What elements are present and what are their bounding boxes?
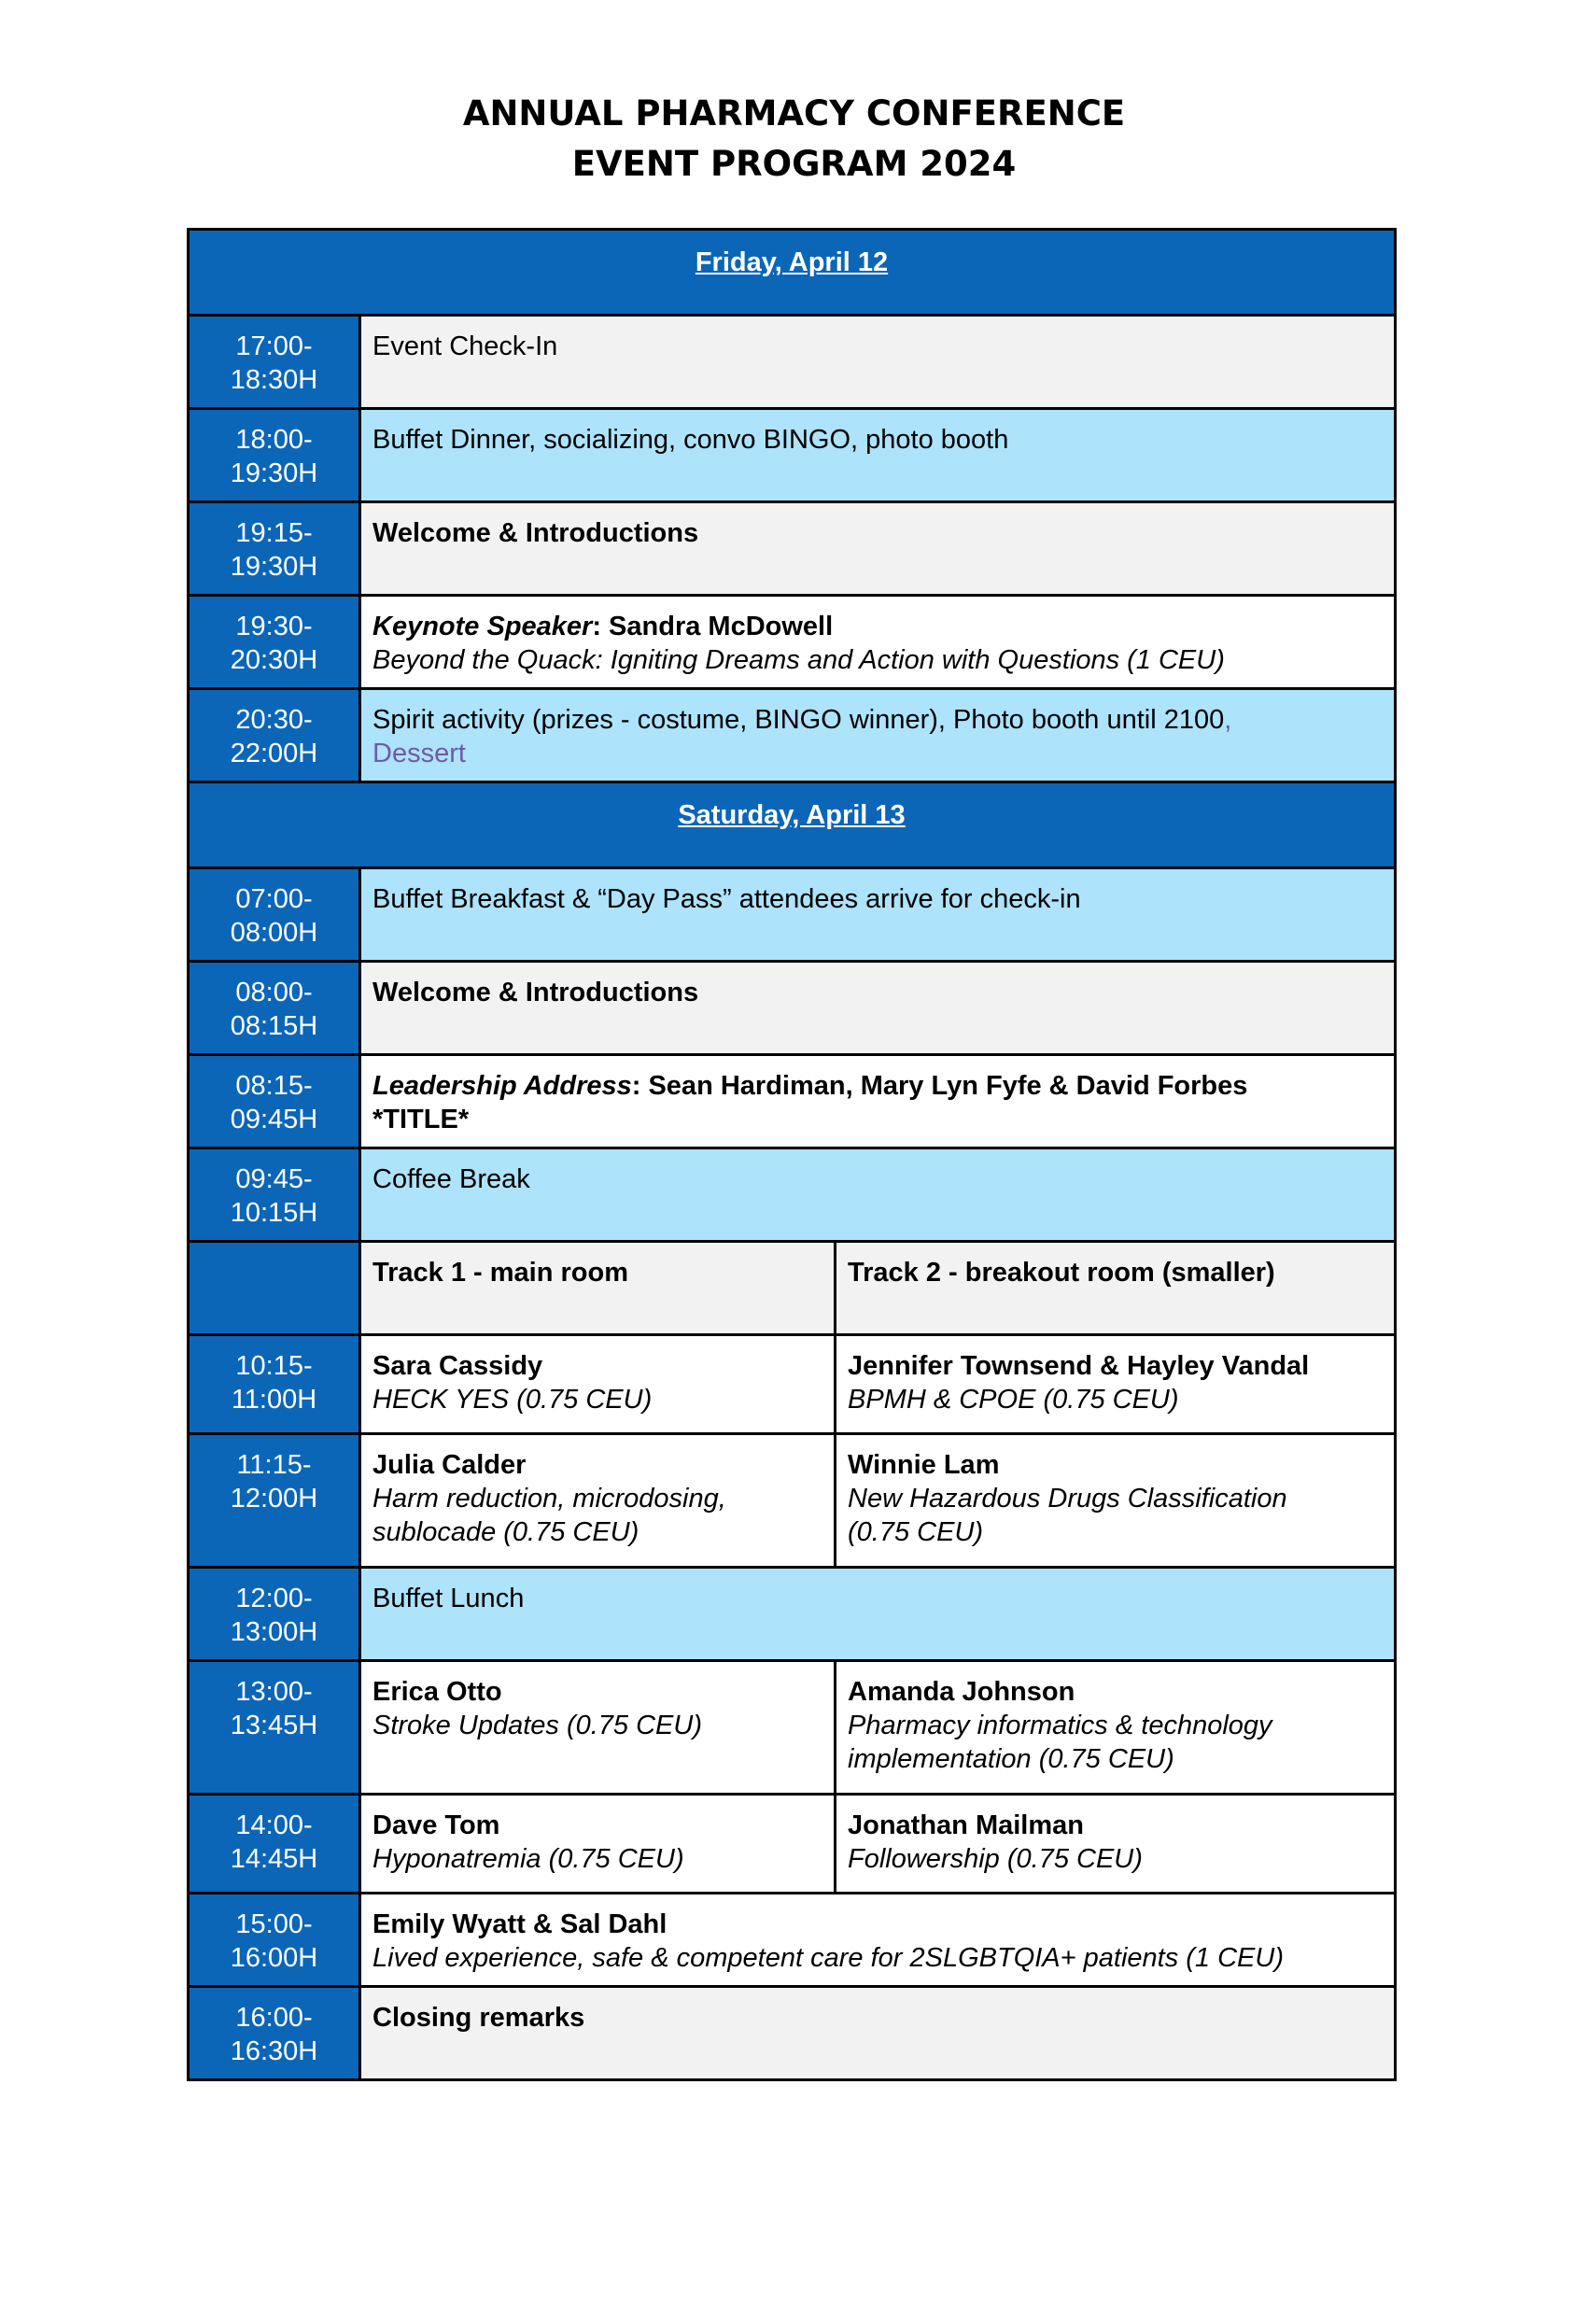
time-end: 18:30H (230, 365, 318, 395)
time-start: 19:30- (235, 612, 313, 641)
track-1-session (360, 1661, 836, 1795)
dessert-text: Dessert (372, 739, 466, 768)
time-cell (189, 1568, 360, 1661)
talk-title: Hyponatremia (0.75 CEU) (372, 1844, 684, 1874)
speaker-name: Julia Calder (372, 1450, 527, 1480)
time-end: 19:30H (230, 552, 318, 582)
time-end: 22:00H (230, 739, 318, 768)
talk-title: BPMH & CPOE (0.75 CEU) (848, 1385, 1179, 1415)
event-text: Spirit activity (prizes - costume, BINGO winner), Photo booth until 2100 (372, 705, 1225, 735)
time-cell (189, 1894, 360, 1987)
event-comma: , (1224, 705, 1232, 735)
table-row (189, 1335, 1396, 1434)
time-start: 11:15- (236, 1450, 312, 1480)
speaker-name: Jonathan Mailman (848, 1810, 1084, 1840)
time-start: 16:00- (235, 2003, 313, 2033)
table-row (189, 316, 1396, 409)
time-start: 08:00- (235, 978, 313, 1007)
speaker-name: Winnie Lam (848, 1450, 1000, 1480)
track-1-label: Track 1 - main room (372, 1258, 628, 1288)
time-start: 19:15- (235, 518, 313, 548)
time-end: 10:15H (230, 1198, 318, 1228)
speaker-name: Sara Cassidy (372, 1351, 543, 1381)
time-cell (189, 962, 360, 1055)
talk-title-line-1: Harm reduction, microdosing, (372, 1484, 726, 1514)
talk-title: Lived experience, safe & competent care for 2SLGBTQIA+ patients (1 CEU) (372, 1943, 1285, 1973)
track-1-session (360, 1795, 836, 1894)
time-start: 12:00- (235, 1584, 313, 1613)
table-row (189, 689, 1396, 782)
event-text: Buffet Breakfast & “Day Pass” attendees arrive for check-in (372, 884, 1081, 914)
event-cell (360, 1148, 1396, 1242)
time-cell-empty (189, 1242, 360, 1335)
time-end: 11:00H (231, 1385, 317, 1415)
time-end: 19:30H (230, 458, 318, 488)
talk-title: Followership (0.75 CEU) (848, 1844, 1143, 1874)
talk-title-line-2: (0.75 CEU) (848, 1517, 984, 1547)
time-end: 20:30H (230, 645, 318, 675)
event-text: Closing remarks (372, 2003, 585, 2033)
event-text: Event Check-In (372, 331, 558, 361)
time-cell (189, 316, 360, 409)
table-row (189, 409, 1396, 502)
day-header-row (189, 782, 1396, 868)
track-2-label: Track 2 - breakout room (smaller) (848, 1258, 1275, 1288)
time-cell (189, 409, 360, 502)
talk-title-line-1: New Hazardous Drugs Classification (848, 1484, 1287, 1514)
time-end: 08:00H (230, 918, 318, 948)
table-row (189, 1434, 1396, 1568)
speaker-role: Leadership Address (372, 1071, 632, 1101)
talk-title: Stroke Updates (0.75 CEU) (372, 1711, 702, 1740)
time-start: 13:00- (235, 1677, 313, 1707)
talk-title: HECK YES (0.75 CEU) (372, 1385, 653, 1415)
time-start: 09:45- (235, 1164, 313, 1194)
event-text: Welcome & Introductions (372, 978, 699, 1007)
speaker-name: : Sandra McDowell (592, 612, 834, 641)
table-row (189, 1055, 1396, 1148)
table-row (189, 868, 1396, 962)
track-1-session (360, 1434, 836, 1568)
time-end: 13:45H (230, 1711, 318, 1740)
time-start: 20:30- (235, 705, 313, 735)
table-row (189, 1661, 1396, 1795)
time-start: 17:00- (235, 331, 313, 361)
event-text: Coffee Break (372, 1164, 530, 1194)
time-cell (189, 502, 360, 596)
speaker-name: Amanda Johnson (848, 1677, 1075, 1707)
time-start: 08:15- (235, 1071, 313, 1101)
time-cell (189, 596, 360, 689)
speaker-name: Dave Tom (372, 1810, 500, 1840)
table-row (189, 1568, 1396, 1661)
event-cell (360, 962, 1396, 1055)
time-start: 14:00- (235, 1810, 313, 1840)
event-cell (360, 316, 1396, 409)
program-table (187, 228, 1397, 2081)
time-start: 10:15- (235, 1351, 313, 1381)
time-start: 07:00- (235, 884, 313, 914)
track-2-session (836, 1434, 1396, 1568)
track-2-header (836, 1242, 1396, 1335)
event-text: Buffet Dinner, socializing, convo BINGO, photo booth (372, 425, 1009, 455)
event-text: Buffet Lunch (372, 1584, 525, 1613)
title-line-1: ANNUAL PHARMACY CONFERENCE (462, 93, 1126, 134)
day-header-row (189, 230, 1396, 316)
table-row (189, 1894, 1396, 1987)
time-cell (189, 868, 360, 962)
talk-title: Beyond the Quack: Igniting Dreams and Action with Questions (1 CEU) (372, 645, 1225, 675)
talk-title-line-1: Pharmacy informatics & technology (848, 1711, 1272, 1740)
time-start: 18:00- (235, 425, 313, 455)
speaker-name: : Sean Hardiman, Mary Lyn Fyfe & David Forbes (631, 1071, 1248, 1101)
time-cell (189, 1795, 360, 1894)
speaker-name: Emily Wyatt & Sal Dahl (372, 1909, 668, 1939)
time-cell (189, 1148, 360, 1242)
day-label: Friday, April 12 (695, 247, 889, 277)
event-cell (360, 596, 1396, 689)
event-cell (360, 868, 1396, 962)
time-cell (189, 1055, 360, 1148)
event-cell (360, 409, 1396, 502)
time-end: 16:00H (230, 1943, 318, 1973)
event-text: Welcome & Introductions (372, 518, 699, 548)
time-cell (189, 1335, 360, 1434)
track-2-session (836, 1335, 1396, 1434)
talk-title-line-2: implementation (0.75 CEU) (848, 1744, 1174, 1774)
talk-title-line-2: sublocade (0.75 CEU) (372, 1517, 639, 1547)
track-1-header (360, 1242, 836, 1335)
table-row (189, 962, 1396, 1055)
track-2-session (836, 1661, 1396, 1795)
time-end: 14:45H (230, 1844, 318, 1874)
speaker-role: Keynote Speaker (372, 612, 593, 641)
day-label: Saturday, April 13 (678, 800, 906, 830)
event-cell (360, 1055, 1396, 1148)
time-cell (189, 1987, 360, 2080)
day-header-friday (189, 230, 1396, 316)
time-end: 16:30H (230, 2036, 318, 2066)
time-cell (189, 1661, 360, 1795)
speaker-name: Erica Otto (372, 1677, 502, 1707)
time-end: 12:00H (230, 1484, 318, 1514)
table-row (189, 1795, 1396, 1894)
table-row (189, 1148, 1396, 1242)
time-end: 13:00H (230, 1617, 318, 1647)
talk-title: *TITLE* (372, 1105, 470, 1134)
time-cell (189, 689, 360, 782)
time-end: 09:45H (230, 1105, 318, 1134)
event-cell (360, 689, 1396, 782)
speaker-name: Jennifer Townsend & Hayley Vandal (848, 1351, 1310, 1381)
event-cell (360, 1568, 1396, 1661)
track-1-session (360, 1335, 836, 1434)
title-line-2: EVENT PROGRAM 2024 (571, 144, 1017, 184)
event-cell (360, 1894, 1396, 1987)
time-cell (189, 1434, 360, 1568)
track-header-row (189, 1242, 1396, 1335)
table-row (189, 596, 1396, 689)
time-start: 15:00- (235, 1909, 313, 1939)
day-header-saturday (189, 782, 1396, 868)
time-end: 08:15H (230, 1011, 318, 1041)
page-title (0, 89, 1588, 190)
event-cell (360, 1987, 1396, 2080)
event-cell (360, 502, 1396, 596)
table-row (189, 502, 1396, 596)
table-row (189, 1987, 1396, 2080)
track-2-session (836, 1795, 1396, 1894)
